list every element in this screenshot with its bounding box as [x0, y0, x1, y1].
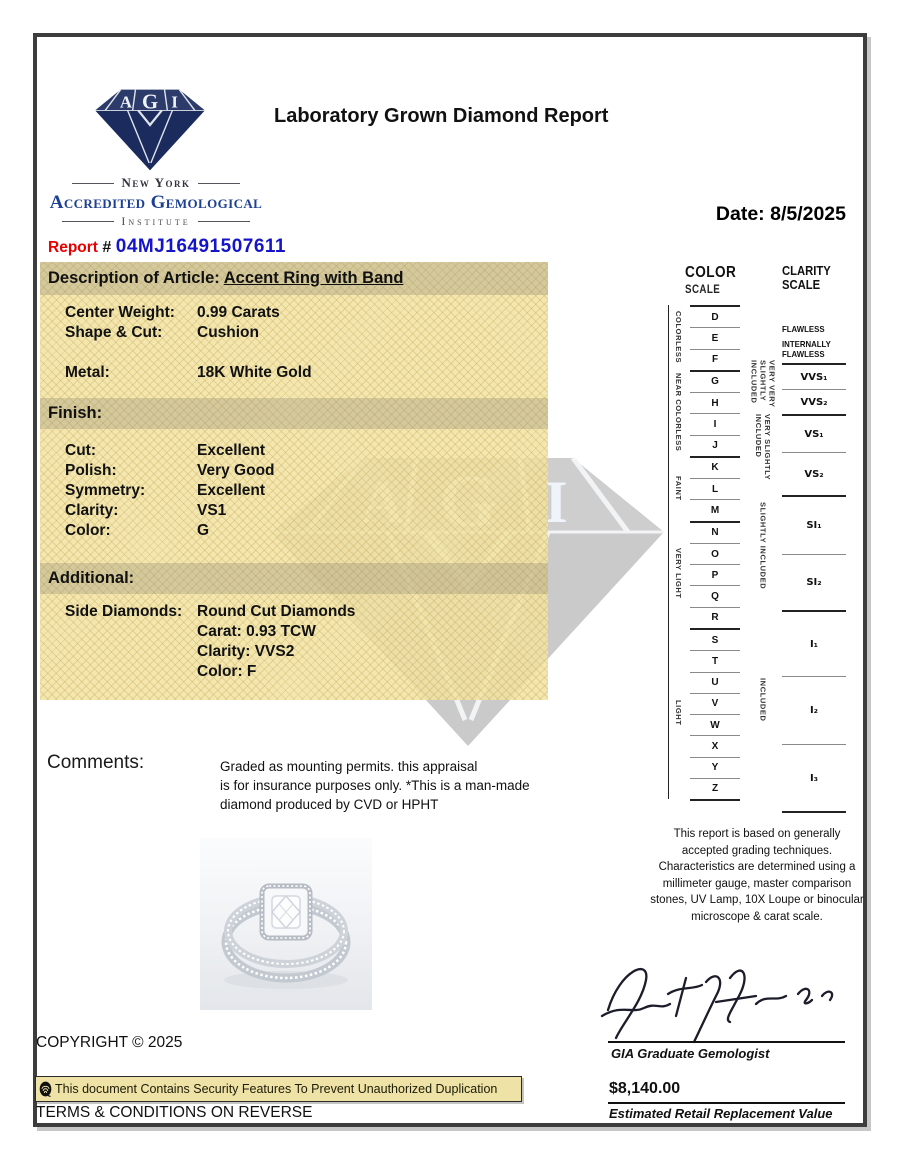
report-number-line: [48, 236, 286, 258]
comments-text: Graded as mounting permits. this appraisal is for insurance purposes only. *This is a man-made diamond produced by CVD or HPHT: [220, 759, 530, 812]
color-group-label: VERY LIGHT: [674, 548, 683, 599]
color-group-label: NEAR COLORLESS: [674, 372, 683, 452]
color-group-label: FAINT: [674, 475, 683, 501]
appraisal-amount: $8,140.00: [609, 1080, 681, 1097]
clarity-grade: I₃: [782, 745, 846, 813]
clarity-grade: I₁: [782, 612, 846, 677]
clarity-group-label: VERY VERY SLIGHTLY INCLUDED: [749, 360, 777, 408]
color-grade: F: [690, 350, 740, 372]
grading-note: This report is based on generally accepted grading techniques. Characteristics are determined using a millimeter gauge, master comparison stones, UV Lamp, 10X Loupe or binocular microscope & carat scale.: [650, 828, 864, 923]
logo-region: New York: [121, 175, 191, 190]
color-scale-title: COLOR: [685, 264, 737, 281]
clarity-scale: [740, 262, 865, 807]
color-grade: O: [690, 544, 740, 565]
report-number: 04MJ16491507611: [115, 236, 286, 257]
clarity-scale-title: CLARITY SCALE: [782, 264, 831, 292]
comments-label: Comments:: [47, 752, 145, 773]
spec-row: Metal: 18K White Gold: [65, 364, 312, 381]
clarity-grade: SI₂: [782, 555, 846, 612]
color-grade: L: [690, 479, 740, 500]
gemologist-title: GIA Graduate Gemologist: [611, 1046, 770, 1061]
color-grade: V: [690, 694, 740, 715]
ring-image-icon: [200, 838, 372, 1010]
clarity-group-label: VERY SLIGHTLY INCLUDED: [754, 414, 772, 481]
color-grade: Q: [690, 586, 740, 607]
logo-name: Accredited Gemological: [49, 192, 263, 213]
logo-institute: Institute: [121, 214, 191, 228]
valuation-line: [608, 1102, 845, 1104]
spec-row: Clarity: VS1: [65, 502, 227, 519]
clarity-group-label: INCLUDED: [758, 678, 768, 722]
agi-logo-diamond-icon: [94, 88, 206, 172]
clarity-grade: VVS₂: [782, 390, 846, 416]
clarity-flawless-block: FLAWLESS INTERNALLY FLAWLESS: [782, 324, 831, 359]
spec-row: Polish: Very Good: [65, 462, 275, 479]
color-grade: D: [690, 307, 740, 328]
spec-row: Color: G: [65, 522, 210, 539]
clarity-grade: I₂: [782, 677, 846, 745]
color-grade: E: [690, 328, 740, 349]
color-group-label: LIGHT: [674, 700, 683, 726]
clarity-grade: SI₁: [782, 497, 846, 555]
clarity-grade: VVS₁: [782, 365, 846, 390]
color-grade: S: [690, 630, 740, 651]
color-scale-axis: [668, 305, 669, 799]
color-grade: Y: [690, 758, 740, 779]
security-notice-box: [35, 1076, 522, 1102]
spec-row: Center Weight: 0.99 Carats: [65, 304, 280, 321]
color-grade: T: [690, 651, 740, 672]
color-grade: P: [690, 565, 740, 586]
color-grade: G: [690, 372, 740, 393]
section-header-description: Description of Article: Accent Ring with Band: [40, 262, 548, 295]
spec-row: Symmetry: Excellent: [65, 482, 266, 499]
clarity-group-label: SLIGHTLY INCLUDED: [758, 502, 768, 590]
ring-photo: [200, 838, 372, 1010]
spec-row: Cut: Excellent: [65, 442, 266, 459]
spec-row: Side Diamonds: Round Cut Diamonds Carat: 0.93 TCW Clarity: VVS2 Color: F: [65, 603, 356, 680]
color-grade: X: [690, 736, 740, 757]
article-name: Accent Ring with Band: [223, 269, 404, 287]
color-scale: COLOR SCALE COLORLESS NEAR COLORLESS FAINT VERY LIGHT LIGHT D E F G H I J K L M N O P Q R S T U V W X Y Z: [664, 262, 750, 807]
gemologist-signature-icon: [598, 952, 850, 1044]
color-grade: K: [690, 458, 740, 479]
page-title: Laboratory Grown Diamond Report: [274, 105, 609, 127]
report-hash: #: [102, 239, 112, 256]
valuation-caption: Estimated Retail Replacement Value: [609, 1106, 833, 1121]
color-grade: H: [690, 393, 740, 414]
color-grade: R: [690, 608, 740, 630]
color-grade: N: [690, 523, 740, 544]
color-grade: Z: [690, 779, 740, 801]
color-grade: M: [690, 500, 740, 522]
report-date: Date: 8/5/2025: [715, 203, 846, 225]
spec-row: Shape & Cut: Cushion: [65, 324, 259, 341]
color-grade: U: [690, 673, 740, 694]
color-grade-cells: [690, 305, 740, 801]
fingerprint-icon: [39, 1081, 52, 1097]
report-label: Report: [48, 239, 98, 256]
section-header-finish: Finish:: [40, 398, 548, 429]
clarity-grade-cells: [782, 363, 846, 813]
clarity-grade: VS₁: [782, 416, 846, 453]
color-grade: I: [690, 414, 740, 435]
security-notice-text: This document Contains Security Features To Prevent Unauthorized Duplication: [55, 1082, 498, 1096]
color-grade: W: [690, 715, 740, 736]
signature-line: [608, 1041, 845, 1043]
specification-panel: [40, 262, 548, 700]
terms-text: TERMS & CONDITIONS ON REVERSE: [36, 1104, 313, 1121]
clarity-grade: VS₂: [782, 453, 846, 497]
agi-logo-wordmark: [36, 175, 276, 229]
copyright-text: COPYRIGHT © 2025: [36, 1034, 183, 1051]
section-header-additional: Additional:: [40, 563, 548, 594]
color-group-label: COLORLESS: [674, 310, 683, 364]
color-grade: J: [690, 436, 740, 458]
